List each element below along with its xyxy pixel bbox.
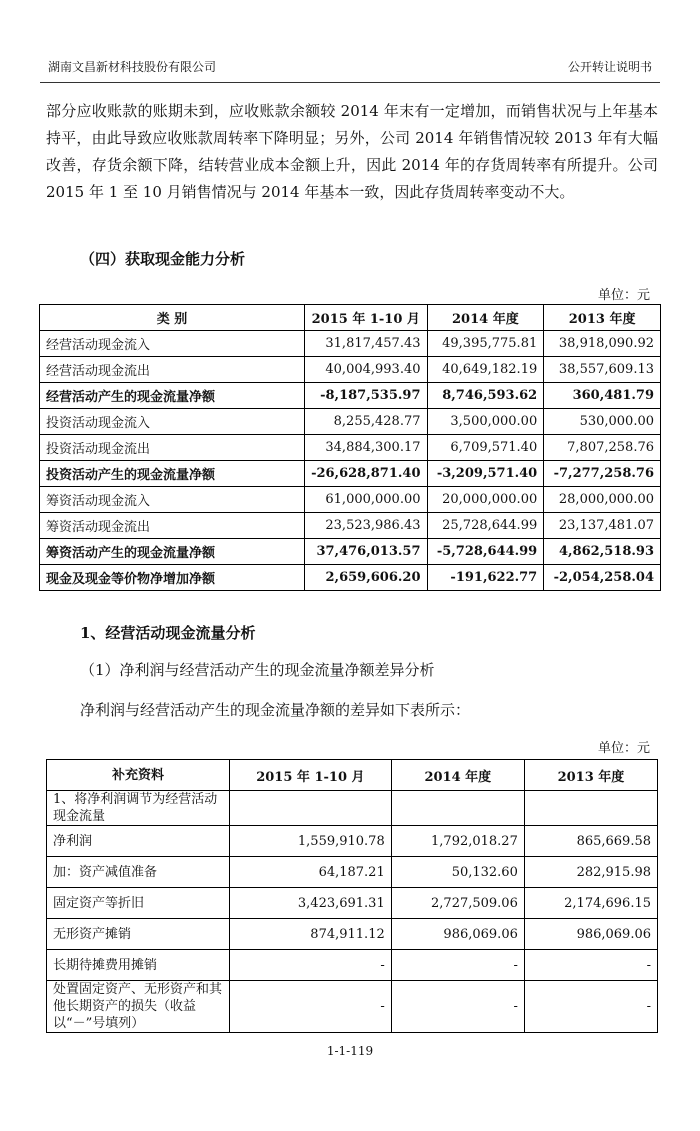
row-value: 8,255,428.77 [305,409,427,435]
row-value: - [524,981,657,1033]
section4-title: （四）获取现金能力分析 [80,250,246,268]
row-value: 7,807,258.76 [544,435,661,461]
col-2015: 2015 年 1-10 月 [305,305,427,331]
row-value: 38,918,090.92 [544,331,661,357]
col-2014: 2014 年度 [391,760,524,791]
table-row [47,950,658,981]
row-label: 现金及现金等价物净增加净额 [40,565,305,591]
row-value: 874,911.12 [230,919,392,950]
row-label: 净利润 [47,826,230,857]
row-label: 长期待摊费用摊销 [47,950,230,981]
row-value: 23,137,481.07 [544,513,661,539]
row-value: -5,728,644.99 [427,539,544,565]
row-value: -26,628,871.40 [305,461,427,487]
row-value: 865,669.58 [524,826,657,857]
table-row [40,539,661,565]
row-label: 处置固定资产、无形资产和其他长期资产的损失（收益以“－”号填列） [47,981,230,1033]
row-value: - [391,950,524,981]
row-value: 3,423,691.31 [230,888,392,919]
row-value: 3,500,000.00 [427,409,544,435]
table-row [40,461,661,487]
row-value: - [230,981,392,1033]
row-value: 34,884,300.17 [305,435,427,461]
row-value: 40,004,993.40 [305,357,427,383]
col-2014: 2014 年度 [427,305,544,331]
row-value: 49,395,775.81 [427,331,544,357]
table2-intro: 净利润与经营活动产生的现金流量净额的差异如下表所示： [80,701,471,719]
table-row [40,331,661,357]
row-label: 筹资活动产生的现金流量净额 [40,539,305,565]
col-2015: 2015 年 1-10 月 [230,760,392,791]
cash-ability-table [39,304,661,591]
table-row [40,487,661,513]
table-header-row [40,305,661,331]
row-label: 加：资产减值准备 [47,857,230,888]
intro-paragraph: 部分应收账款的账期未到，应收账款余额较 2014 年末有一定增加，而销售状况与上年基本持平，由此导致应收账款周转率下降明显；另外，公司 2014 年销售情况较 2013 年有大幅改善，存货余额下降，结转营业成本金额上升，因此 2014 年的存货周转率有所提升。公司 2015 年 1 至 10 月销售情况与 2014 年基本一致，因此存货周转率变动不大。 [46,102,658,201]
row-label: 投资活动现金流入 [40,409,305,435]
row-label: 1、将净利润调节为经营活动现金流量 [47,791,230,826]
row-label: 无形资产摊销 [47,919,230,950]
row-value: 986,069.06 [391,919,524,950]
table-row [40,357,661,383]
row-value: 28,000,000.00 [544,487,661,513]
row-value: 50,132.60 [391,857,524,888]
row-value [391,791,524,826]
row-value: 4,862,518.93 [544,539,661,565]
page-number: 1-1-119 [326,1044,374,1058]
row-value: 2,727,509.06 [391,888,524,919]
row-value: 1,792,018.27 [391,826,524,857]
col-2013: 2013 年度 [524,760,657,791]
row-label: 投资活动产生的现金流量净额 [40,461,305,487]
table-row [40,409,661,435]
unit-label-1: 单位：元 [598,288,651,303]
row-value: - [391,981,524,1033]
row-value: -8,187,535.97 [305,383,427,409]
header-company: 湖南文昌新材科技股份有限公司 [48,60,217,74]
row-label: 经营活动现金流入 [40,331,305,357]
row-value: 2,174,696.15 [524,888,657,919]
page-header [40,56,660,83]
row-label: 投资活动现金流出 [40,435,305,461]
row-label: 经营活动产生的现金流量净额 [40,383,305,409]
table-header-row [47,760,658,791]
row-value: - [230,950,392,981]
row-label: 经营活动现金流出 [40,357,305,383]
row-label: 筹资活动现金流入 [40,487,305,513]
row-value: 20,000,000.00 [427,487,544,513]
unit-label-2: 单位：元 [598,741,651,756]
header-doc-type: 公开转让说明书 [567,60,652,74]
row-value: 25,728,644.99 [427,513,544,539]
table-row [47,888,658,919]
row-value: -2,054,258.04 [544,565,661,591]
row-value: 2,659,606.20 [305,565,427,591]
row-value: -191,622.77 [427,565,544,591]
row-value: 1,559,910.78 [230,826,392,857]
table-row [47,791,658,826]
row-value: 37,476,013.57 [305,539,427,565]
table-row [40,513,661,539]
section1-title: 1、经营活动现金流量分析 [80,624,256,642]
row-value: 8,746,593.62 [427,383,544,409]
row-value: 6,709,571.40 [427,435,544,461]
table-row [40,383,661,409]
row-value [230,791,392,826]
row-value: - [524,950,657,981]
row-value: -3,209,571.40 [427,461,544,487]
row-value: 61,000,000.00 [305,487,427,513]
row-value: -7,277,258.76 [544,461,661,487]
row-value: 23,523,986.43 [305,513,427,539]
row-value: 40,649,182.19 [427,357,544,383]
table-row [47,857,658,888]
row-value: 360,481.79 [544,383,661,409]
subsection1-title: （1）净利润与经营活动产生的现金流量净额差异分析 [80,661,435,679]
row-label: 固定资产等折旧 [47,888,230,919]
row-value: 31,817,457.43 [305,331,427,357]
row-value: 64,187.21 [230,857,392,888]
col-supplement: 补充资料 [47,760,230,791]
supplementary-table [46,759,658,1033]
col-2013: 2013 年度 [544,305,661,331]
row-label: 筹资活动现金流出 [40,513,305,539]
table-row [40,565,661,591]
row-value: 282,915.98 [524,857,657,888]
row-value: 38,557,609.13 [544,357,661,383]
table-row [47,826,658,857]
row-value: 986,069.06 [524,919,657,950]
row-value: 530,000.00 [544,409,661,435]
row-value [524,791,657,826]
table-row [40,435,661,461]
col-category: 类 别 [40,305,305,331]
table-row [47,919,658,950]
table-row [47,981,658,1033]
